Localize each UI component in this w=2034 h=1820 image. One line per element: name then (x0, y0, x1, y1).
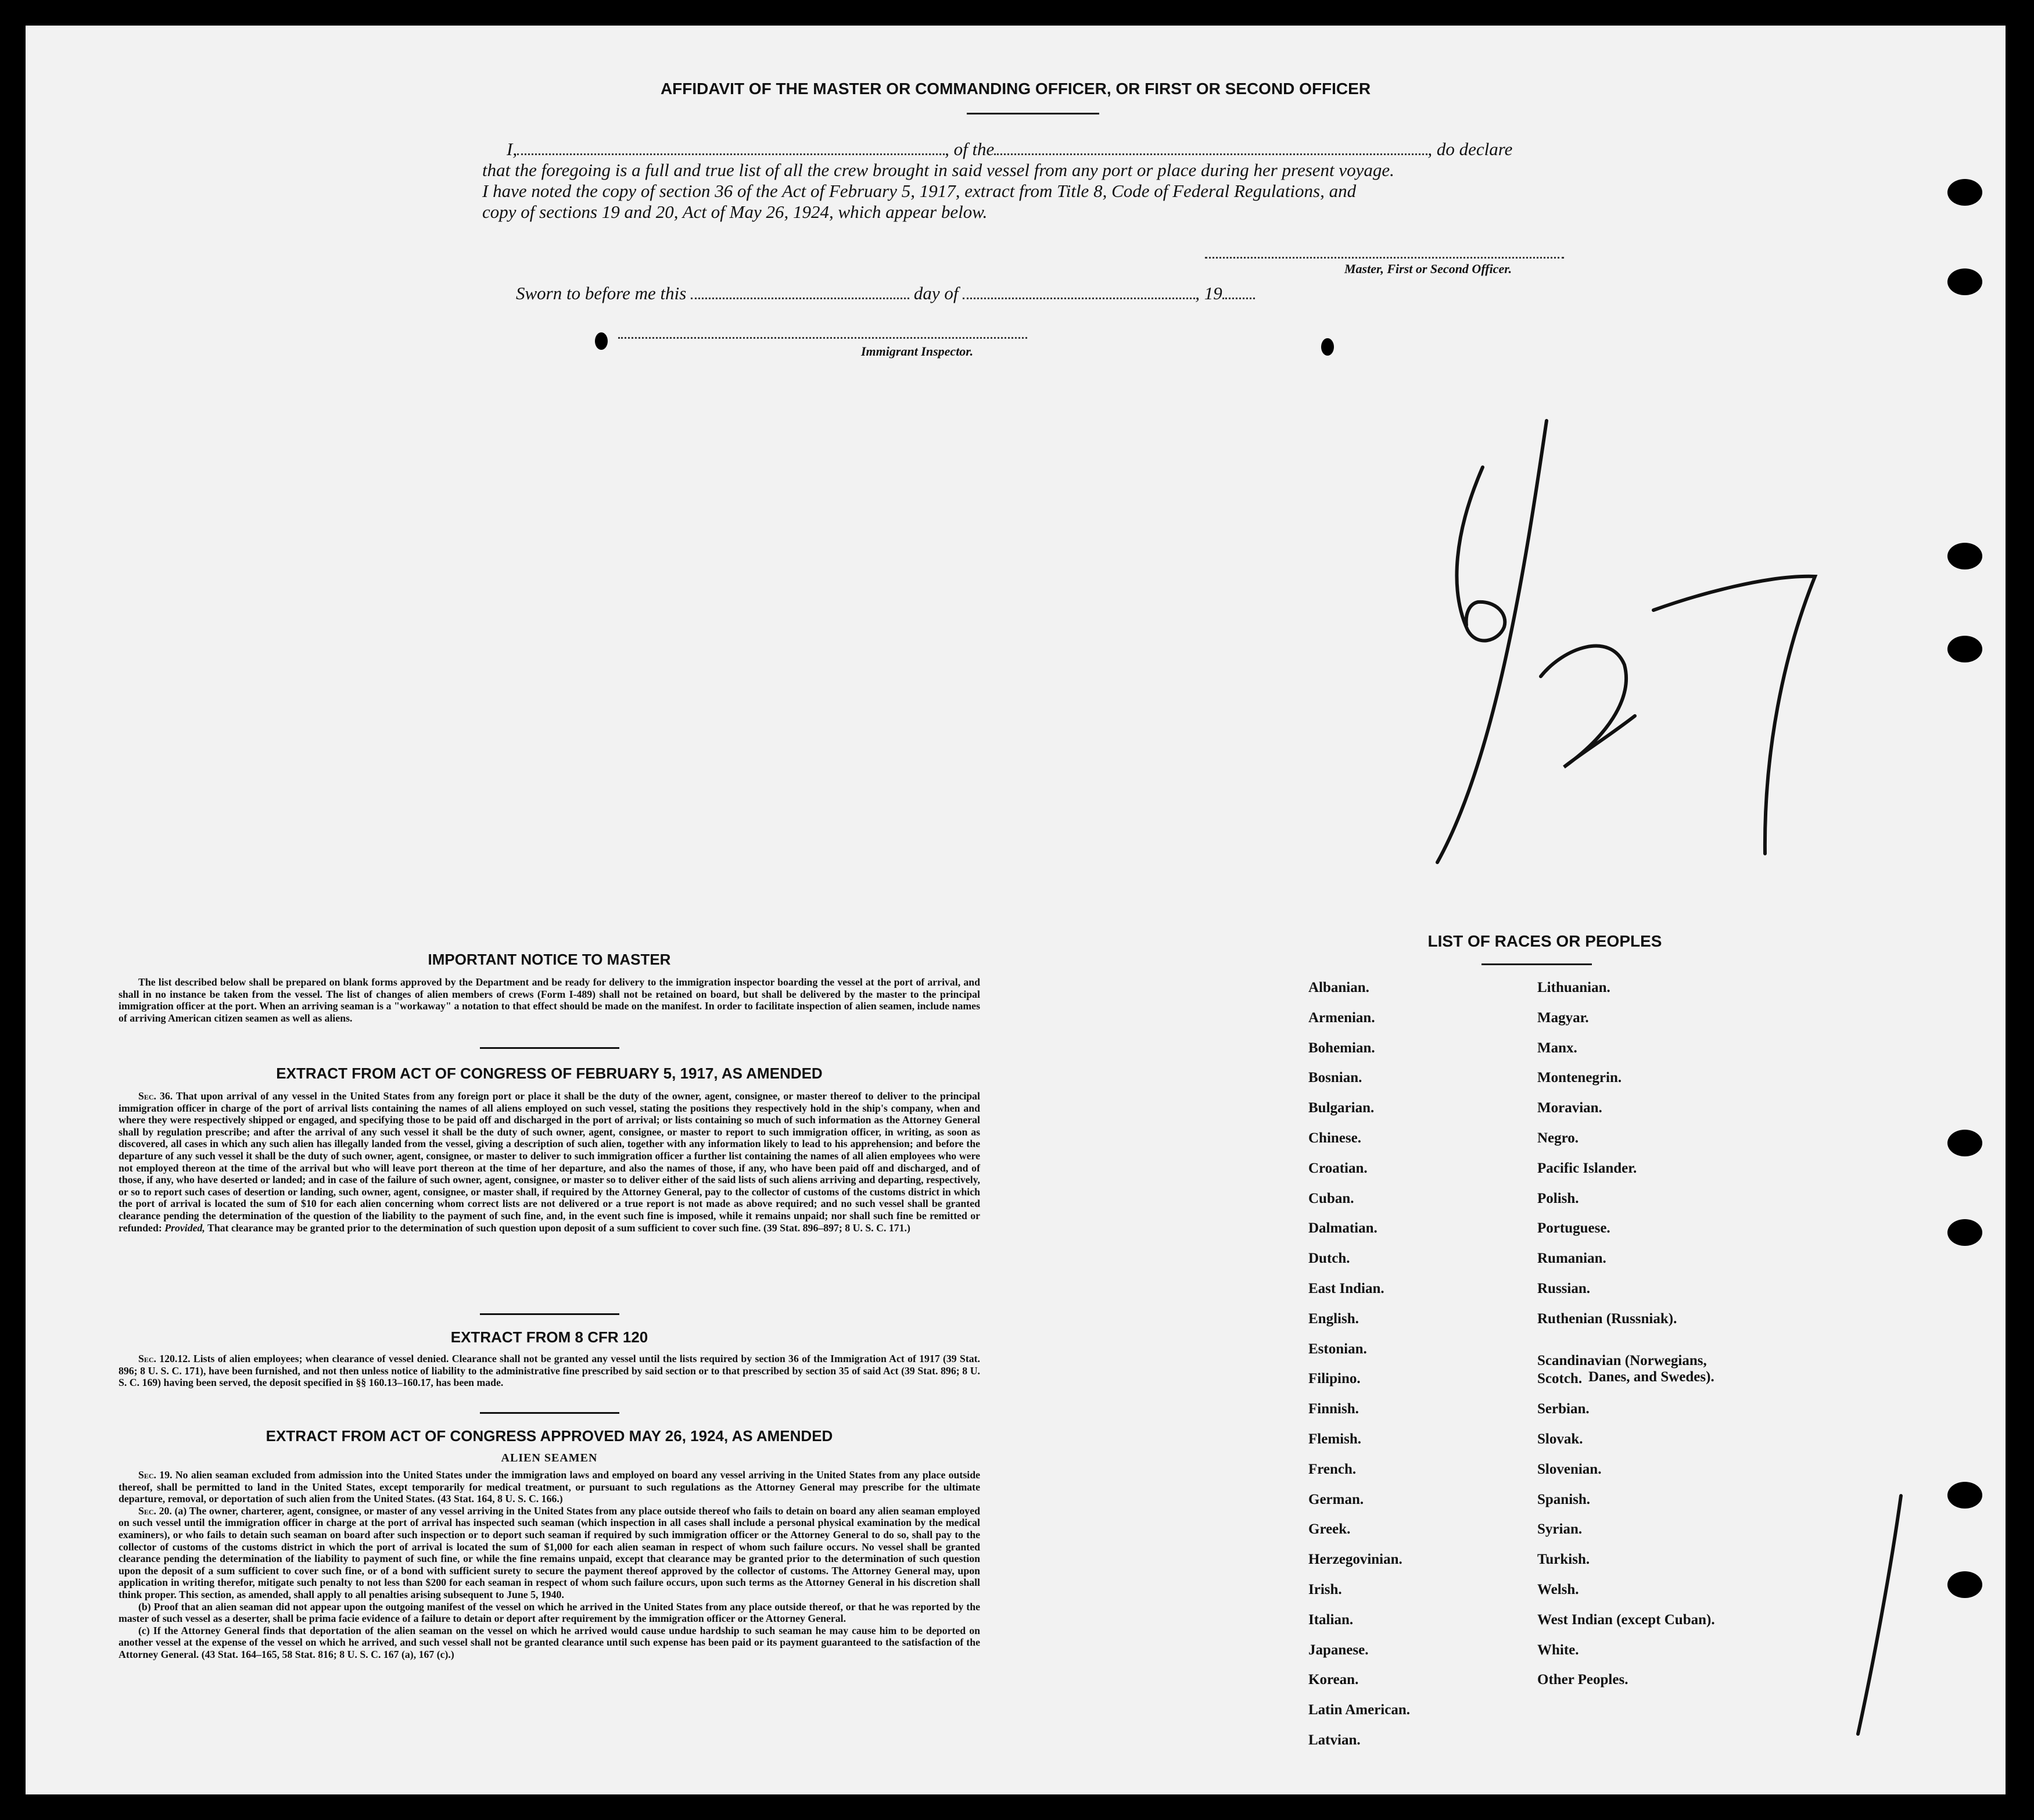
race-item: Chinese. (1308, 1130, 1361, 1146)
section-text: (b) Proof that an alien seaman did not appear upon the outgoing manifest of the vessel on which he arrived in the United States from any place outside thereof, or that he was reported by the master of such vessel as a deserter, shall be prima facie evidence of a failure to detain or deport after requirement by the immigration officer or the Attorney General. (119, 1600, 980, 1625)
race-item: Portuguese. (1537, 1220, 1610, 1237)
race-item: Danes, and Swedes). (1588, 1368, 1714, 1385)
section-text: That upon arrival of any vessel in the United States from any foreign port or place it shall be the duty of the owner, agent, consignee, or master thereof to deliver to the principal immigration officer in charge of the port of arrival lists containing the names of all aliens employed on such vessel, stating the positions they respectively hold in the ship's company, when and where they were respectively shipped or engaged, and specifying those to be paid off and discharged in the port of arrival; or lists containing so much of such information as the Attorney General shall by regulation prescribe; and after the arrival of any such vessel it shall be the duty of such owner, agent, consignee, or master to report to such immigration officer, in writing, as soon as discovered, all cases in which any such alien has illegally landed from the vessel, giving a description of such alien, together with any information likely to lead to his apprehension; and before the departure of any such vessel it shall be the duty of such owner, agent, consignee, or master to deliver to such immigration officer a further list containing the names of all alien employees who were not employed thereon at the time of the arrival but who will leave port thereon at the time of her departure, and also the names of those, if any, who have been paid off and discharged, and of those, if any, who have deserted or landed; and in case of the failure of such owner, agent, consignee, or master so to deliver either of the said lists of such aliens arriving and departing, respectively, or so to report such cases of desertion or landing, such owner, agent, consignee, or master shall, if required by the Attorney General, pay to the collector of customs of the customs district in which the port of arrival is located the sum of $10 for each alien concerning whom correct lists are not delivered or a true report is not made as above required; and no such vessel shall be granted clearance pending the determination of the question of the liability to the payment of such fine, and, in the event such fine is imposed, while it remains unpaid; nor shall such fine be remitted or refunded: (119, 1090, 981, 1234)
inspector-signature-label: Immigrant Inspector. (861, 344, 974, 359)
divider (1481, 963, 1592, 965)
race-item: Estonian. (1308, 1341, 1367, 1357)
extract-1917-title: EXTRACT FROM ACT OF CONGRESS OF FEBRUARY 5, 1917, AS AMENDED (276, 1065, 823, 1082)
section-text-end: That clearance may be granted prior to the determination of such question upon deposit of a sum sufficient to cover such fine. (39 Stat. 896–897; 8 U. S. C. 171.) (207, 1221, 910, 1234)
race-item: Korean. (1308, 1672, 1359, 1688)
race-item: Greek. (1308, 1521, 1351, 1538)
race-item: Dutch. (1308, 1251, 1350, 1267)
master-signature-label: Master, First or Second Officer. (1344, 261, 1512, 276)
punch-hole (595, 332, 608, 350)
race-item: Negro. (1537, 1130, 1579, 1146)
divider (480, 1412, 619, 1414)
punch-hole (1947, 1571, 1982, 1598)
race-item: Finnish. (1308, 1401, 1359, 1417)
sworn-line (516, 282, 1255, 304)
sworn-day-blank (691, 298, 909, 299)
extract-cfr-text (119, 1353, 980, 1389)
race-item: Lithuanian. (1537, 980, 1610, 995)
race-item: West Indian (except Cuban). (1537, 1611, 1715, 1628)
race-item: Syrian. (1537, 1521, 1583, 1538)
race-item: Moravian. (1537, 1100, 1602, 1116)
notice-paragraph: The list described below shall be prepared on blank forms approved by the Department and be ready for delivery to the immigration inspector boarding the vessel at the port of arrival, and shall in no instance be taken from the vessel. The list of changes of alien members of crews (Form I-489) shall not be retained on board, but shall be delivered by the master to the principal immigration officer at the port. When an arriving seaman is a "workaway" a notation to that effect should be made on the manifest. In order to facilitate inspection of alien seamen, include names of arriving American citizen seamen as well as aliens. (119, 976, 980, 1024)
race-item: East Indian. (1308, 1281, 1384, 1296)
section-number: Sec. 20. (138, 1504, 172, 1517)
section-text: (a) The owner, charterer, agent, consignee, or master of any vessel arriving in the United States from any place outside thereof who fails to detain on board any alien seaman employed on such vessel until the immigration officer in charge at the port of arrival has inspected such seaman (which inspection in all cases shall include a personal physical examination by the medical examiners), or who fails to detain such seaman on board after such inspection or to deport such seaman if required by such immigration officer or the Attorney General to do so, shall pay to the collector of customs of the customs district in which the port of arrival is located the sum of $1,000 for each alien seaman in respect of whom such failure occurs. No vessel shall be granted clearance pending the determination of the liability to payment of such fine, or while the fine remains unpaid, except that clearance may be granted prior to the determination of such question upon the deposit of a sum sufficient to cover such fine, or of a bond with sufficient surety to secure the payment thereof approved by the collector of customs. The Attorney General may, upon application in writing therefor, mitigate such penalty to not less than $200 for each seaman in respect of whom such failure occurs, upon such terms as the Attorney General in his discretion shall think proper. This section, as amended, shall apply to all penalties arising subsequent to June 5, 1940. (119, 1504, 980, 1600)
race-item: Albanian. (1308, 980, 1369, 995)
race-item: Japanese. (1308, 1642, 1369, 1658)
sworn-day: day of (913, 283, 959, 303)
divider (967, 113, 1099, 114)
section-number: Sec. 36. (138, 1090, 173, 1102)
affidavit-line-4: copy of sections 19 and 20, Act of May 26, 1924, which appear below. (482, 202, 988, 222)
race-item: Bulgarian. (1308, 1100, 1375, 1116)
race-item: Flemish. (1308, 1431, 1361, 1447)
handwritten-digit-6 (1457, 467, 1505, 641)
race-item: Filipino. (1308, 1371, 1361, 1387)
punch-hole (1947, 179, 1982, 206)
race-item: Bosnian. (1308, 1070, 1362, 1086)
punch-hole (1321, 338, 1334, 356)
extract-1924-text (119, 1469, 980, 1661)
race-item: Slovenian. (1537, 1461, 1602, 1477)
notice-text (119, 976, 980, 1024)
race-item: Russian. (1537, 1281, 1591, 1296)
race-item: Latin American. (1308, 1702, 1410, 1718)
extract-cfr-title: EXTRACT FROM 8 CFR 120 (450, 1328, 648, 1346)
master-signature-line (1205, 257, 1564, 259)
race-item: Ruthenian (Russniak). (1537, 1310, 1677, 1327)
sworn-month-blank (963, 298, 1195, 299)
race-item: Croatian. (1308, 1160, 1368, 1176)
race-item: Montenegrin. (1537, 1070, 1622, 1086)
race-item: Pacific Islander. (1537, 1160, 1637, 1176)
race-item: Turkish. (1537, 1552, 1590, 1568)
extract-1924-subtitle: ALIEN SEAMEN (501, 1452, 598, 1464)
punch-hole (1947, 268, 1982, 295)
punch-hole (1947, 1219, 1982, 1246)
affidavit-line-2: that the foregoing is a full and true list of all the crew brought in said vessel from any port or place during her present voyage. (482, 160, 1394, 180)
race-item: German. (1308, 1491, 1364, 1507)
race-item: Other Peoples. (1537, 1672, 1628, 1688)
race-item: Latvian. (1308, 1732, 1361, 1748)
race-item: Polish. (1537, 1190, 1579, 1206)
affidavit-title: AFFIDAVIT OF THE MASTER OR COMMANDING OFFICER, OR FIRST OR SECOND OFFICER (660, 80, 1371, 98)
section-text: No alien seaman excluded from admission into the United States under the immigration laws and employed on board any vessel arriving in the United States from any place outside thereof, shall be permitted to land in the United States, except temporarily for medical treatment, or pursuant to such regulations as the Attorney General may prescribe for the ultimate departure, removal, or deportation of such alien from the United States. (43 Stat. 164, 8 U. S. C. 166.) (119, 1469, 980, 1505)
handwritten-slash (1437, 421, 1547, 862)
races-title: LIST OF RACES OR PEOPLES (1427, 932, 1662, 950)
sworn-year: , 19 (1195, 283, 1222, 303)
race-item: Herzegovinian. (1308, 1552, 1402, 1568)
race-item: Serbian. (1537, 1401, 1590, 1417)
extract-1924-title: EXTRACT FROM ACT OF CONGRESS APPROVED MAY 26, 1924, AS AMENDED (266, 1427, 833, 1445)
extract-1917-text (119, 1090, 980, 1234)
section-text: (c) If the Attorney General finds that deportation of the alien seaman on the vessel on which he arrived would cause undue hardship to such seaman he may cause him to be deported on another vessel at the expense of the vessel on which he arrived, and such vessel shall not be granted clearance until such expense has been paid or its payment guaranteed to the satisfaction of the Attorney General. (43 Stat. 164–165, 58 Stat. 816; 8 U. S. C. 167 (a), 167 (c).) (119, 1624, 980, 1660)
notice-title: IMPORTANT NOTICE TO MASTER (428, 951, 671, 968)
race-item: Welsh. (1537, 1582, 1579, 1597)
race-item: English. (1308, 1310, 1359, 1327)
sworn-year-blank (1222, 298, 1255, 299)
punch-hole (1947, 1482, 1982, 1509)
divider (480, 1313, 619, 1315)
handwritten-mark (1850, 1490, 1920, 1746)
race-item: Rumanian. (1537, 1251, 1606, 1267)
handwritten-digit-7 (1653, 576, 1815, 854)
handwritten-date (1408, 397, 1978, 1013)
race-item: French. (1308, 1461, 1357, 1477)
race-item: White. (1537, 1642, 1579, 1658)
form-page (26, 26, 2006, 1794)
race-item: Italian. (1308, 1611, 1354, 1628)
race-item: Irish. (1308, 1582, 1342, 1597)
name-blank (517, 153, 945, 155)
handwritten-digit-2 (1541, 646, 1635, 767)
affidavit-line-1 (482, 138, 1600, 160)
race-item: Manx. (1537, 1040, 1577, 1056)
race-item: Scotch. (1537, 1371, 1583, 1387)
race-item: Bohemian. (1308, 1040, 1375, 1056)
race-item: Armenian. (1308, 1009, 1375, 1026)
affidavit-declare: , do declare (1427, 139, 1513, 159)
race-item: Spanish. (1537, 1491, 1591, 1507)
affidavit-i: I, (507, 139, 518, 159)
race-item: Dalmatian. (1308, 1220, 1377, 1237)
inspector-signature-line (618, 337, 1027, 339)
punch-hole (1947, 1130, 1982, 1156)
section-number: Sec. 19. (138, 1469, 173, 1481)
affidavit-of-the: , of the (945, 139, 995, 159)
race-item: Cuban. (1308, 1190, 1354, 1206)
affidavit-line-3: I have noted the copy of section 36 of the Act of February 5, 1917, extract from Title 8, Code of Federal Regulations, and (482, 181, 1357, 201)
divider (480, 1047, 619, 1049)
sworn-prefix: Sworn to before me this (516, 283, 687, 303)
race-item: Scandinavian (Norwegians, (1537, 1352, 1707, 1368)
section-text: Lists of alien employees; when clearance of vessel denied. Clearance shall not be granted any vessel until the lists required by section 36 of the Immigration Act of 1917 (39 Stat. 896; 8 U. S. C. 171), have been furnished, and not then unless notice of liability to the administrative fine prescribed by said section or to that prescribed by section 35 of said Act (39 Stat. 896; 8 U. S. C. 169) having been served, the deposit specified in §§ 160.13–160.17, has been made. (119, 1353, 980, 1389)
proviso: Provided, (164, 1221, 205, 1234)
race-item: Slovak. (1537, 1431, 1583, 1447)
vessel-blank (994, 153, 1427, 155)
section-number: Sec. 120.12. (138, 1353, 191, 1364)
race-item: Magyar. (1537, 1009, 1589, 1026)
